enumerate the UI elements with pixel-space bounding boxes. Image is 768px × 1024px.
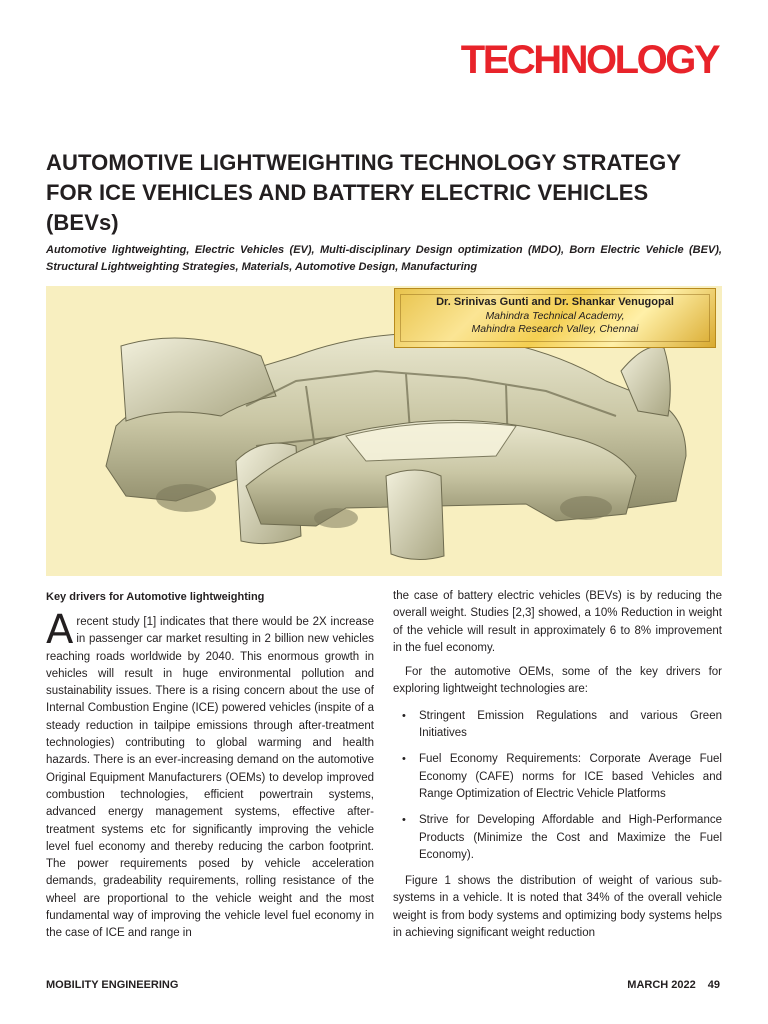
footer-issue bbox=[627, 979, 720, 991]
author-affiliation-1: Mahindra Technical Academy, bbox=[485, 310, 625, 322]
author-names: Dr. Srinivas Gunti and Dr. Shankar Venugopal bbox=[436, 296, 674, 308]
bullet-icon: • bbox=[402, 709, 406, 722]
drop-cap: A bbox=[46, 607, 74, 653]
body-column-left bbox=[46, 590, 374, 943]
paragraph-intro-text: recent study [1] indicates that there would be 2X increase in passenger car market resulting in 2 billion new vehicles reaching roads worldwide by 2040. This enormous growth in vehicles will result in huge environmental pollution and sustainability issues. There is a rising concern about the use of Internal Combustion Engine (ICE) powered vehicles (inspite of a steady reduction in tailpipe emissions through after-treatment technologies) contributing to global warming and health hazards. There is an ever-increasing demand on the automotive Original Equipment Manufacturers (OEMs) to develop improved combustion technologies, efficient powertrain systems, advanced energy management systems, effective after-treatment systems etc for significantly improving the vehicle level fuel economy and thereby reducing the carbon footprint. The power requirements posed by vehicle acceleration demands, gradeability requirements, rolling resistance of the wheel are proportional to the vehicle weight and the most fundamental way of improving the vehicle level fuel economy in the case of ICE and range in bbox=[46, 616, 374, 940]
body-column-right bbox=[393, 588, 722, 942]
footer-date: MARCH 2022 bbox=[627, 979, 696, 991]
article-title: AUTOMOTIVE LIGHTWEIGHTING TECHNOLOGY STRATEGY FOR ICE VEHICLES AND BATTERY ELECTRIC VEHICLES (BEVs) bbox=[46, 150, 681, 235]
paragraph-drivers-intro: For the automotive OEMs, some of the key drivers for exploring lightweight technologies are: bbox=[393, 666, 722, 696]
list-item bbox=[393, 751, 722, 803]
paragraph-figure-ref: Figure 1 shows the distribution of weight of various sub-systems in a vehicle. It is noted that 34% of the overall vehicle weight is from body systems and optimizing body systems helps in achieving significant weight reduction bbox=[393, 875, 722, 940]
footer-publication: MOBILITY ENGINEERING bbox=[46, 979, 179, 991]
section-subheading: Key drivers for Automotive lightweighting bbox=[46, 591, 265, 603]
page-number: 49 bbox=[707, 979, 720, 991]
list-item bbox=[393, 812, 722, 864]
list-item-text: Stringent Emission Regulations and various Green Initiatives bbox=[419, 709, 722, 740]
section-title: TECHNOLOGY bbox=[460, 38, 718, 82]
article-keywords: Automotive lightweighting, Electric Vehicles (EV), Multi-disciplinary Design optimization (MDO), Born Electric Vehicle (BEV), Structural Lightweighting Strategies, Materials, Automotive Design, Manufacturing bbox=[46, 244, 722, 273]
hero-figure bbox=[46, 286, 722, 576]
bullet-icon: • bbox=[402, 814, 406, 827]
paragraph-continued: the case of battery electric vehicles (BEVs) is by reducing the overall weight. Studies [2,3] showed, a 10% Reduction in weight of the vehicle will result in approximately 6 to 8% improvement in the fuel economy. bbox=[393, 590, 722, 654]
list-item bbox=[393, 708, 722, 743]
list-item-text: Fuel Economy Requirements: Corporate Average Fuel Economy (CAFE) norms for ICE based Vehicles and Range Optimization of Electric Vehicle Platforms bbox=[419, 753, 722, 800]
author-box bbox=[394, 288, 716, 348]
author-affiliation-2: Mahindra Research Valley, Chennai bbox=[471, 323, 639, 335]
drivers-list bbox=[393, 708, 722, 864]
bullet-icon: • bbox=[402, 753, 406, 766]
list-item-text: Strive for Developing Affordable and High-Performance Products (Minimize the Cost and Maximize the Fuel Economy). bbox=[419, 814, 722, 861]
paragraph-intro bbox=[46, 607, 374, 943]
